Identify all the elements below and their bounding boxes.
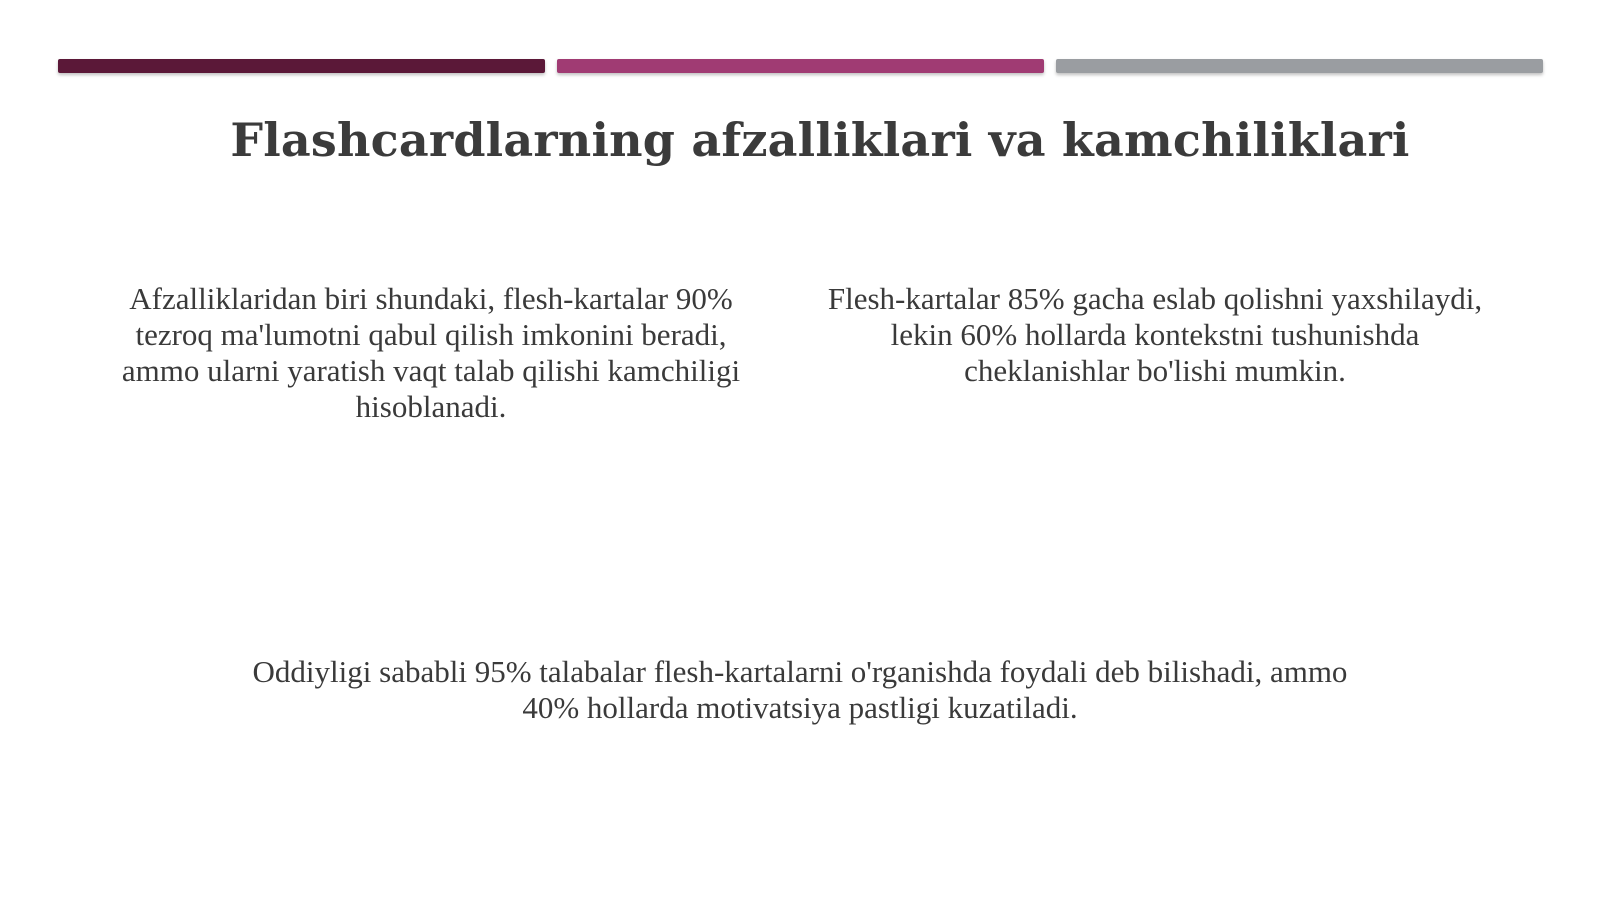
slide-title: Flashcardlarning afzalliklari va kamchiliklari xyxy=(230,113,1410,167)
paragraph-bottom: Oddiyligi sababli 95% talabalar flesh-kartalarni o'rganishda foydali deb bilishadi, ammo 40% hollarda motivatsiya pastligi kuzatiladi. xyxy=(252,654,1348,725)
paragraph-left: Afzalliklaridan biri shundaki, flesh-kartalar 90% tezroq ma'lumotni qabul qilish imkonini beradi, ammo ularni yaratish vaqt talab qilishi kamchiligi hisoblanadi. xyxy=(121,281,741,424)
accent-bar-gray xyxy=(1056,59,1543,73)
accent-bar-magenta xyxy=(557,59,1044,73)
accent-bar-dark xyxy=(58,59,545,73)
paragraph-right: Flesh-kartalar 85% gacha eslab qolishni yaxshilaydi, lekin 60% hollarda kontekstni tushunishda cheklanishlar bo'lishi mumkin. xyxy=(827,281,1483,388)
